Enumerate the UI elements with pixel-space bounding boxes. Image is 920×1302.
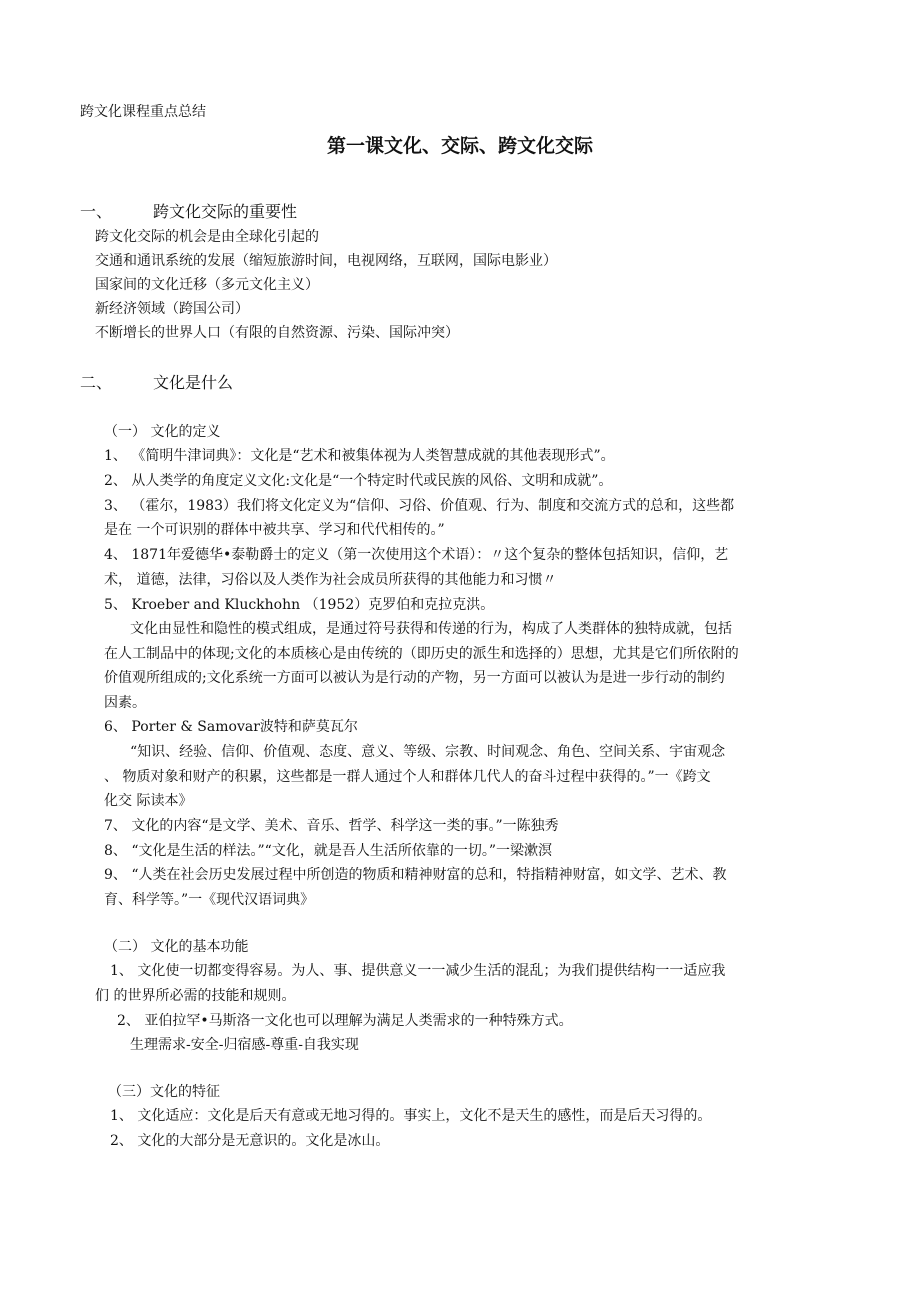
definition-line: 8、 “文化是生活的样法。”“文化，就是吾人生活所依靠的一切。”一梁漱溟: [104, 843, 552, 859]
section-2-number: 二、: [80, 373, 113, 392]
section-1-line: 国家间的文化迁移（多元文化主义）: [95, 277, 319, 293]
definition-line: 价值观所组成的;文化系统一方面可以被认为是行动的产物，另一方面可以被认为是进一步行动的制约: [104, 670, 725, 686]
definition-line: 4、 1871年爱德华•泰勒爵士的定义（第一次使用这个术语）：〃这个复杂的整体包括知识，信仰，艺: [104, 547, 729, 563]
section-1-line: 不断增长的世界人口（有限的自然资源、污染、国际冲突）: [95, 325, 459, 341]
definition-line: 术， 道德，法律，习俗以及人类作为社会成员所获得的其他能力和习惯〃: [104, 572, 557, 588]
function-line: 2、 亚伯拉罕•马斯洛一文化也可以理解为满足人类需求的一种特殊方式。: [117, 1013, 573, 1029]
definition-line: 育、科学等。”一《现代汉语词典》: [104, 892, 315, 908]
subsection-heading: （二） 文化的基本功能: [104, 939, 249, 955]
definition-line: 文化由显性和隐性的模式组成，是通过符号获得和传递的行为，构成了人类群体的独特成就，包括: [130, 621, 732, 637]
definition-line: 是在 一个可识别的群体中被共享、学习和代代相传的。”: [104, 522, 445, 538]
definition-line: “知识、经验、信仰、价值观、态度、意义、等级、宗教、时间观念、角色、空间关系、宇宙观念: [130, 744, 726, 760]
function-line: 们 的世界所必需的技能和规则。: [95, 988, 296, 1004]
feature-line: 2、 文化的大部分是无意识的。文化是冰山。: [110, 1133, 390, 1149]
function-line: 1、 文化使一切都变得容易。为人、事、提供意义一一减少生活的混乱；为我们提供结构一一适应我: [110, 963, 726, 979]
function-line: 生理需求-安全-归宿感-尊重-自我实现: [130, 1037, 359, 1053]
definition-line: 9、 “人类在社会历史发展过程中所创造的物质和精神财富的总和，特指精神财富，如文学、艺术、教: [104, 867, 727, 883]
subsection-heading: （一） 文化的定义: [104, 424, 221, 440]
section-1-line: 交通和通讯系统的发展（缩短旅游时间，电视网络，互联网，国际电影业）: [95, 253, 557, 269]
definition-line: 7、 文化的内容“是文学、美术、音乐、哲学、科学这一类的事。”一陈独秀: [104, 818, 559, 834]
section-1-number: 一、: [80, 202, 113, 221]
definition-line: 1、 《简明牛津词典》：文化是“艺术和被集体视为人类智慧成就的其他表现形式”。: [104, 448, 615, 464]
definition-line: 2、 从人类学的角度定义文化:文化是“一个特定时代或民族的风俗、文明和成就”。: [104, 473, 613, 489]
section-1-line: 新经济领域（跨国公司）: [95, 301, 249, 317]
section-1-title: 跨文化交际的重要性: [153, 202, 298, 221]
definition-line: 、 物质对象和财产的积累，这些都是一群人通过个人和群体几代人的奋斗过程中获得的。”一《跨文: [104, 769, 711, 785]
feature-line: 1、 文化适应：文化是后天有意或无地习得的。事实上，文化不是天生的感性，而是后天习得的。: [110, 1108, 712, 1124]
definition-line: 3、 （霍尔，1983）我们将文化定义为“信仰、习俗、价值观、行为、制度和交流方式的总和，这些都: [104, 498, 735, 514]
definition-line: 6、 Porter & Samovar波特和萨莫瓦尔: [104, 719, 358, 735]
definition-line: 化交 际读本》: [104, 793, 193, 809]
section-2-title: 文化是什么: [153, 373, 234, 392]
section-1-line: 跨文化交际的机会是由全球化引起的: [95, 229, 319, 245]
header-note: 跨文化课程重点总结: [80, 104, 206, 120]
subsection-heading: （三）文化的特征: [108, 1084, 220, 1100]
definition-line: 因素。: [104, 695, 146, 711]
definition-line: 5、 Kroeber and Kluckhohn （1952）克罗伯和克拉克洪。: [104, 597, 495, 613]
page-title: 第一课文化、交际、跨文化交际: [326, 135, 593, 157]
definition-line: 在人工制品中的体现;文化的本质核心是由传统的（即历史的派生和选择的）思想，尤其是它们所依附的: [104, 646, 739, 662]
